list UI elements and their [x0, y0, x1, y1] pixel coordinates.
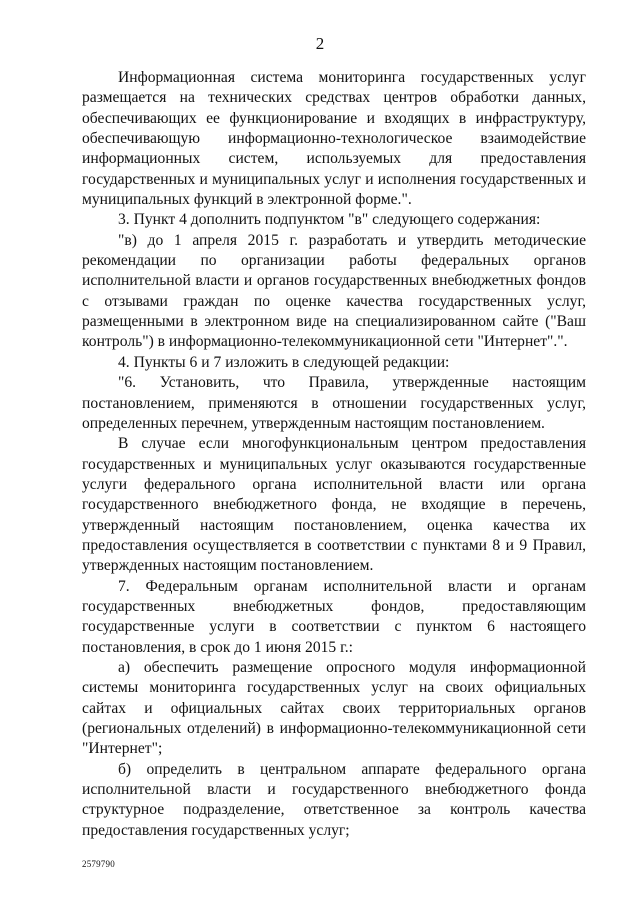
paragraph-point-6: "6. Установить, что Правила, утвержденные настоящим постановлением, применяются в отношении государственных услуг, определенных перечнем, утвержденным настоящим постановлением. [82, 374, 586, 432]
paragraph-subitem-b: б) определить в центральном аппарате федерального органа исполнительной власти и государственного внебюджетного фонда структурное подразделение, ответственное за контроль качества предоставления государственных услуг; [82, 760, 586, 839]
paragraph-information-system: Информационная система мониторинга государственных услуг размещается на технических средствах центров обработки данных, обеспечивающих ее функционирование и входящих в инфраструктуру, обеспечивающую информационно-технологическое взаимодействие информационных систем, используемых для предоставления государственных и муниципальных услуг и исполнения государственных и муниципальных функций в электронной форме.". [82, 69, 586, 209]
document-code: 2579790 [82, 859, 115, 869]
paragraph-mfc-case: В случае если многофункциональным центром предоставления государственных и муниципальных услуг оказываются государственные услуги федерального органа исполнительной власти или органа государственного внебюджетного фонда, не входящие в перечень, утвержденный настоящим постановлением, оценка качества их предоставления осуществляется в соответствии с пунктами 8 и 9 Правил, утвержденных настоящим постановлением. [82, 435, 586, 575]
paragraph-item-4: 4. Пункты 6 и 7 изложить в следующей редакции: [118, 353, 450, 371]
paragraph-point-7: 7. Федеральным органам исполнительной власти и органам государственных внебюджетных фондов, предоставляющим государственные услуги в соответствии с пунктом 6 настоящего постановления, в срок до 1 июня 2015 г.: [82, 577, 586, 656]
paragraph-item-3: 3. Пункт 4 дополнить подпунктом "в" следующего содержания: [118, 211, 541, 229]
paragraph-subitem-a: а) обеспечить размещение опросного модуля информационной системы мониторинга государственных услуг на своих официальных сайтах и официальных сайтах своих территориальных органов (региональных отделений) в информационно-телекоммуникационной сети "Интернет"; [82, 658, 586, 758]
page-number: 2 [315, 34, 325, 53]
document-body [82, 68, 586, 841]
paragraph-subitem-v: "в) до 1 апреля 2015 г. разработать и утвердить методические рекомендации по организации работы федеральных органов исполнительной власти и органов государственных внебюджетных фондов с отзывами граждан по оценке качества государственных услуг, размещенными в электронном виде на специализированном сайте ("Ваш контроль") в информационно-телекоммуникационной сети "Интернет".". [82, 231, 586, 351]
